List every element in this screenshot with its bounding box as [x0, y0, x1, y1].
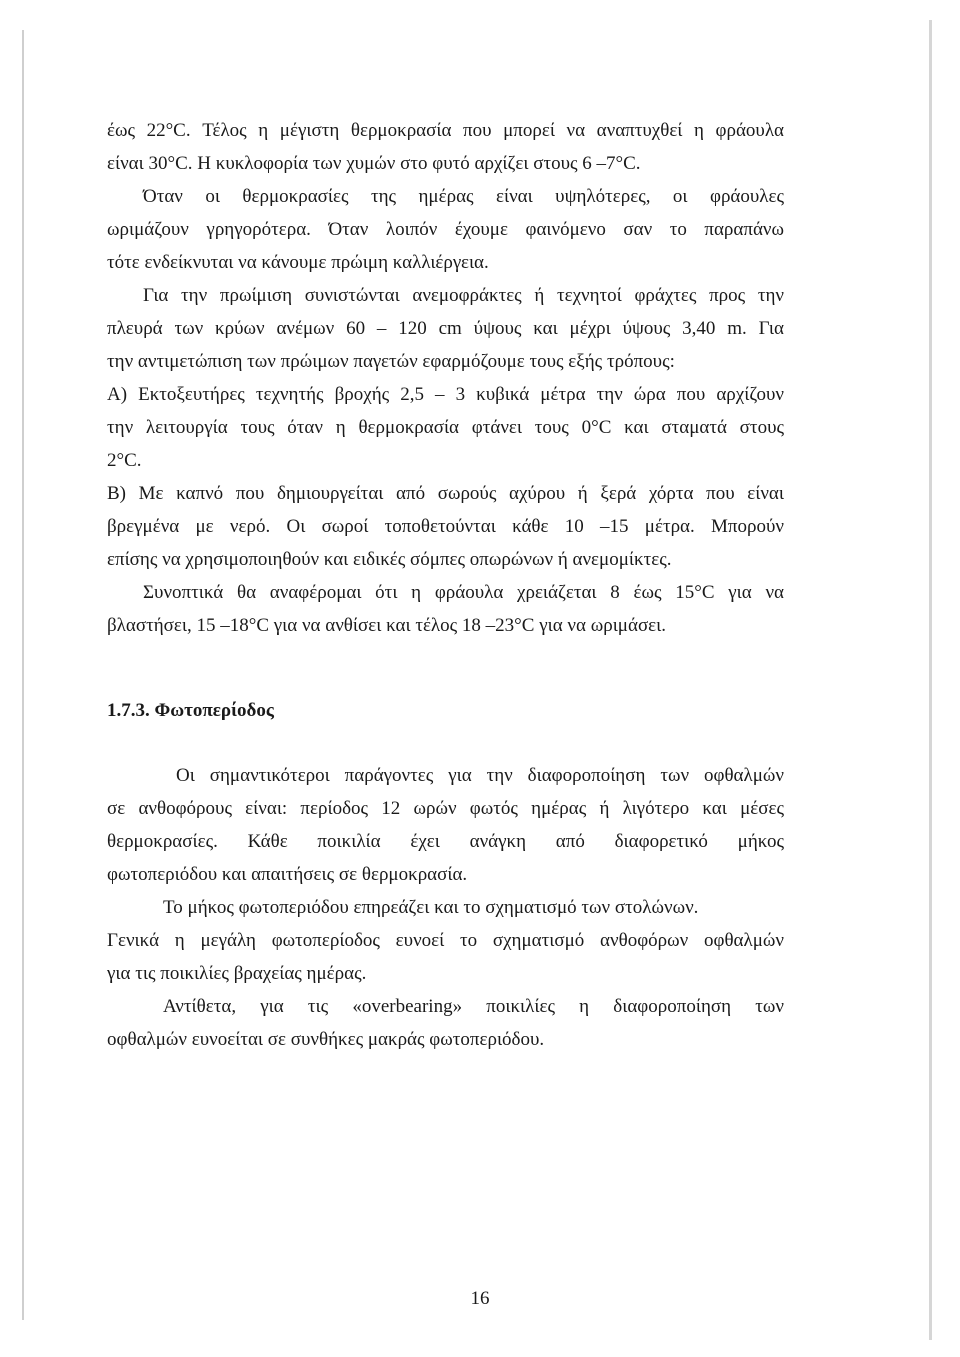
text-line: πλευρά των κρύων ανέμων 60 – 120 cm ύψους και μέχρι ύψους 3,40 m. Για	[107, 318, 784, 339]
text-line: την λειτουργία τους όταν η θερμοκρασία φτάνει τους 0°C και σταματά στους	[107, 417, 784, 438]
page-number: 16	[470, 1288, 490, 1309]
text-line: Το μήκος φωτοπεριόδου επηρεάζει και το σχηματισμό των στολώνων.	[163, 897, 699, 918]
text-line: Όταν οι θερμοκρασίες της ημέρας είναι υψηλότερες, οι φράουλες	[143, 186, 784, 207]
text-line: Α) Εκτοξευτήρες τεχνητής βροχής 2,5 – 3 κυβικά μέτρα την ώρα που αρχίζουν	[107, 384, 784, 405]
text-line: φωτοπεριόδου και απαιτήσεις σε θερμοκρασία.	[107, 864, 468, 885]
text-line: Οι σημαντικότεροι παράγοντες για την διαφοροποίηση των οφθαλμών	[176, 765, 784, 786]
text-line: βλαστήσει, 15 –18°C για να ανθίσει και τέλος 18 –23°C για να ωριμάσει.	[107, 615, 667, 636]
text-line: θερμοκρασίες. Κάθε ποικιλία έχει ανάγκη από διαφορετικό μήκος	[107, 831, 784, 852]
text-line: σε ανθοφόρους είναι: περίοδος 12 ωρών φωτός ημέρας ή λιγότερο και μέσες	[107, 798, 784, 819]
text-line: για τις ποικιλίες βραχείας ημέρας.	[107, 963, 367, 984]
text-line: Αντίθετα, για τις «overbearing» ποικιλίες η διαφοροποίηση των	[163, 996, 784, 1017]
text-line: επίσης να χρησιμοποιηθούν και ειδικές σόμπες οπωρώνων ή ανεμομίκτες.	[107, 549, 672, 570]
scan-edge-right	[929, 20, 932, 1340]
text-line: την αντιμετώπιση των πρώιμων παγετών εφαρμόζουμε τους εξής τρόπους:	[107, 351, 675, 372]
text-line: τότε ενδείκνυται να κάνουμε πρώιμη καλλιέργεια.	[107, 252, 489, 273]
scan-edge-left	[22, 30, 24, 1320]
text-line: Β) Με καπνό που δημιουργείται από σωρούς αχύρου ή ξερά χόρτα που είναι	[107, 483, 784, 504]
text-line: έως 22°C. Τέλος η μέγιστη θερμοκρασία που μπορεί να αναπτυχθεί η φράουλα	[107, 120, 784, 141]
text-line: οφθαλμών ευνοείται σε συνθήκες μακράς φωτοπεριόδου.	[107, 1029, 545, 1050]
text-line: ωριμάζουν γρηγορότερα. Όταν λοιπόν έχουμε φαινόμενο σαν το παραπάνω	[107, 219, 784, 240]
text-line: Συνοπτικά θα αναφέρομαι ότι η φράουλα χρειάζεται 8 έως 15°C για να	[143, 582, 784, 603]
text-line: είναι 30°C. Η κυκλοφορία των χυμών στο φυτό αρχίζει στους 6 –7°C.	[107, 153, 641, 174]
text-line: Για την πρωίμιση συνιστώνται ανεμοφράκτες ή τεχνητοί φράχτες προς την	[143, 285, 784, 306]
text-line: βρεγμένα με νερό. Οι σωροί τοποθετούνται κάθε 10 –15 μέτρα. Μπορούν	[107, 516, 784, 537]
section-heading: 1.7.3. Φωτοπερίοδος	[107, 700, 274, 721]
text-line: 2°C.	[107, 450, 142, 471]
text-line: Γενικά η μεγάλη φωτοπερίοδος ευνοεί το σχηματισμό ανθοφόρων οφθαλμών	[107, 930, 784, 951]
